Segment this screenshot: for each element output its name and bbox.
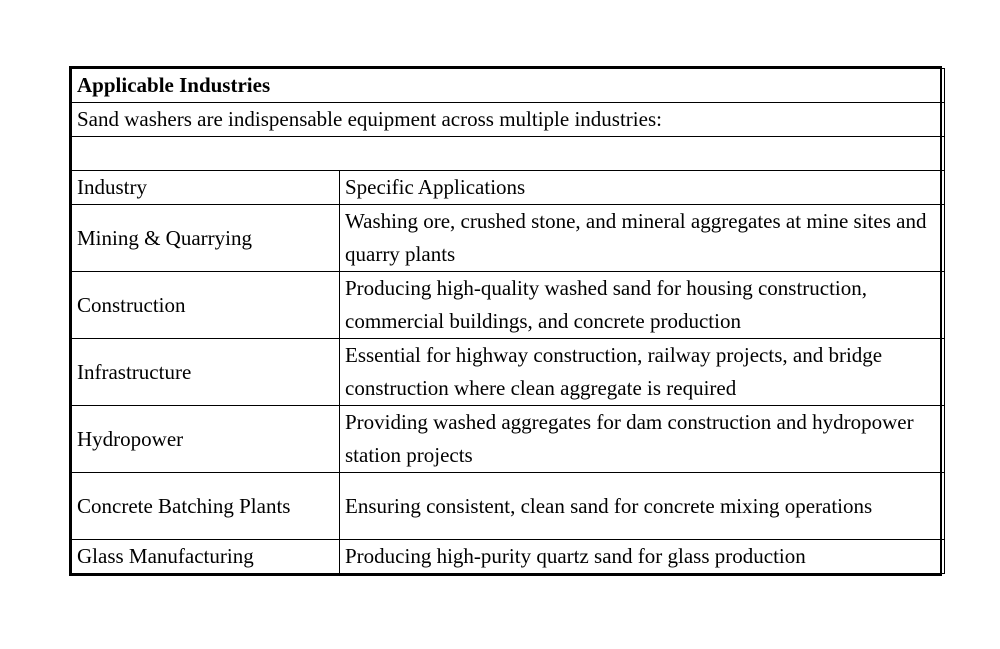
blank-row bbox=[72, 137, 945, 171]
application-cell: Producing high-quality washed sand for housing construction, commercial buildings, and concrete production bbox=[340, 272, 945, 339]
table-row bbox=[72, 473, 945, 540]
blank-cell bbox=[72, 137, 945, 171]
application-cell: Producing high-purity quartz sand for glass production bbox=[340, 540, 945, 574]
industries-table bbox=[71, 68, 945, 574]
intro-text: Sand washers are indispensable equipment across multiple industries: bbox=[72, 103, 945, 137]
header-industry: Industry bbox=[72, 171, 340, 205]
table-row bbox=[72, 272, 945, 339]
industry-cell: Hydropower bbox=[72, 406, 340, 473]
intro-row bbox=[72, 103, 945, 137]
application-cell: Essential for highway construction, railway projects, and bridge construction where clean aggregate is required bbox=[340, 339, 945, 406]
application-cell: Ensuring consistent, clean sand for concrete mixing operations bbox=[340, 473, 945, 540]
table-title: Applicable Industries bbox=[72, 69, 945, 103]
application-cell: Washing ore, crushed stone, and mineral aggregates at mine sites and quarry plants bbox=[340, 205, 945, 272]
application-cell: Providing washed aggregates for dam construction and hydropower station projects bbox=[340, 406, 945, 473]
industry-cell: Infrastructure bbox=[72, 339, 340, 406]
industry-cell: Glass Manufacturing bbox=[72, 540, 340, 574]
header-applications: Specific Applications bbox=[340, 171, 945, 205]
table-row bbox=[72, 406, 945, 473]
header-row bbox=[72, 171, 945, 205]
industry-cell: Construction bbox=[72, 272, 340, 339]
table-row bbox=[72, 540, 945, 574]
industries-table-container bbox=[69, 66, 942, 576]
industry-cell: Mining & Quarrying bbox=[72, 205, 340, 272]
table-title-row bbox=[72, 69, 945, 103]
table-row bbox=[72, 205, 945, 272]
industry-cell: Concrete Batching Plants bbox=[72, 473, 340, 540]
table-row bbox=[72, 339, 945, 406]
